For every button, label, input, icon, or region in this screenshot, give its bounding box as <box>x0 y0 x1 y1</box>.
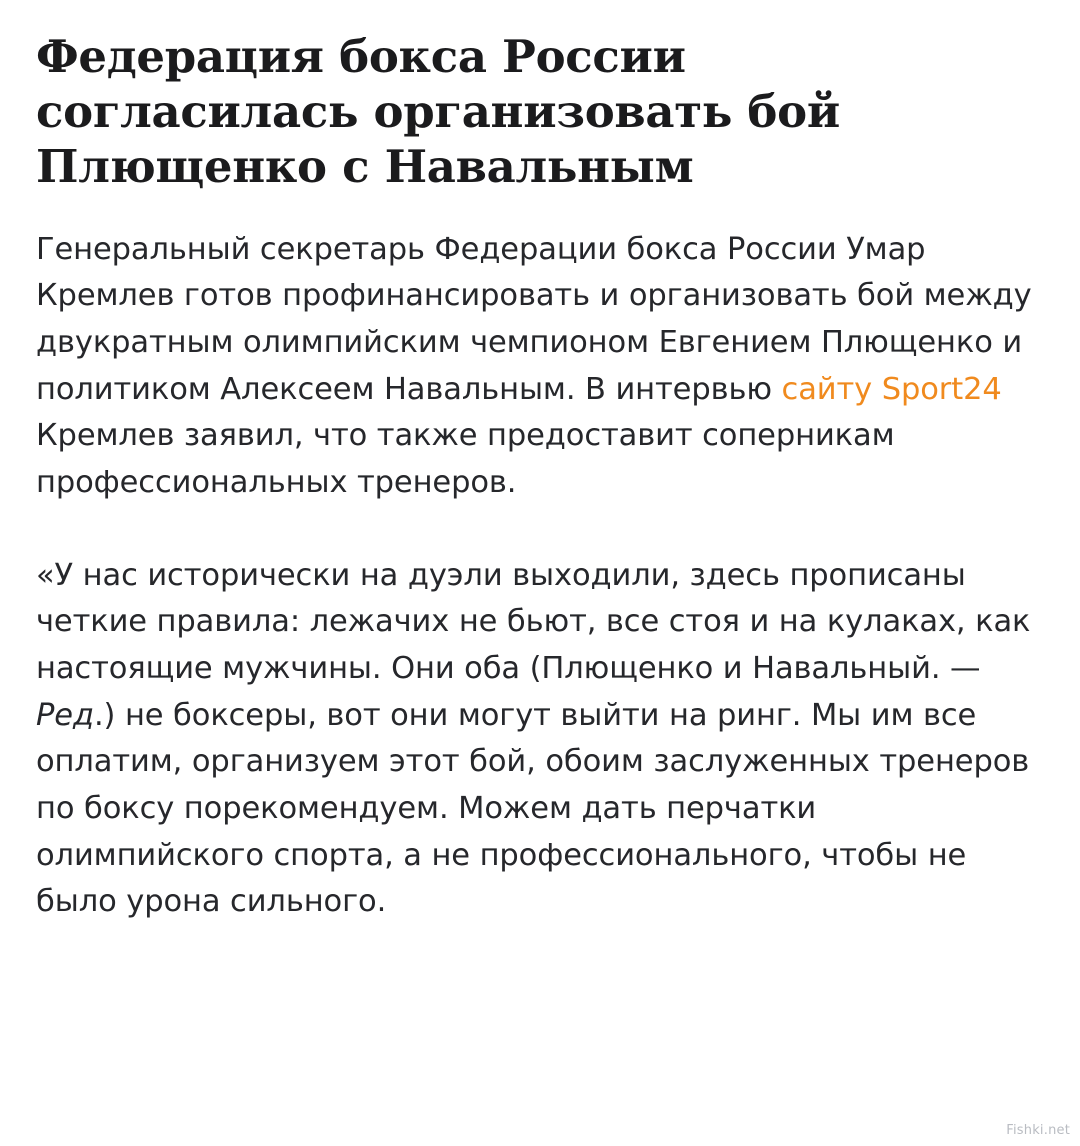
lead-text-after-link: Кремлев заявил, что также предоставит соперникам профессиональных тренеров. <box>36 418 895 500</box>
page-title: Федерация бокса России согласилась организовать бой Плющенко с Навальным <box>36 30 840 193</box>
article-paragraph-quote <box>36 553 1042 926</box>
quote-text-part1: «У нас исторически на дуэли выходили, здесь прописаны четкие правила: лежачих не бьют, все стоя и на кулаках, как настоящие мужчины. Они оба (Плющенко и Навальный. — <box>36 557 1031 686</box>
sport24-link[interactable]: сайту Sport24 <box>781 371 1002 407</box>
site-watermark: Fishki.net <box>1006 1123 1070 1138</box>
article-paragraph-lead <box>36 227 1042 507</box>
editorial-note: Ред <box>36 697 94 733</box>
lead-text-before-link: Генеральный секретарь Федерации бокса России Умар Кремлев готов профинансировать и организовать бой между двукратным олимпийским чемпионом Евгением Плющенко и политиком Алексеем Навальным. В интервью <box>36 231 1032 407</box>
quote-text-part2: .) не боксеры, вот они могут выйти на ринг. Мы им все оплатим, организуем этот бой, обоим заслуженных тренеров по боксу порекомендуем. Можем дать перчатки олимпийского спорта, а не профессионального, чтобы не было урона сильного. <box>36 697 1030 920</box>
